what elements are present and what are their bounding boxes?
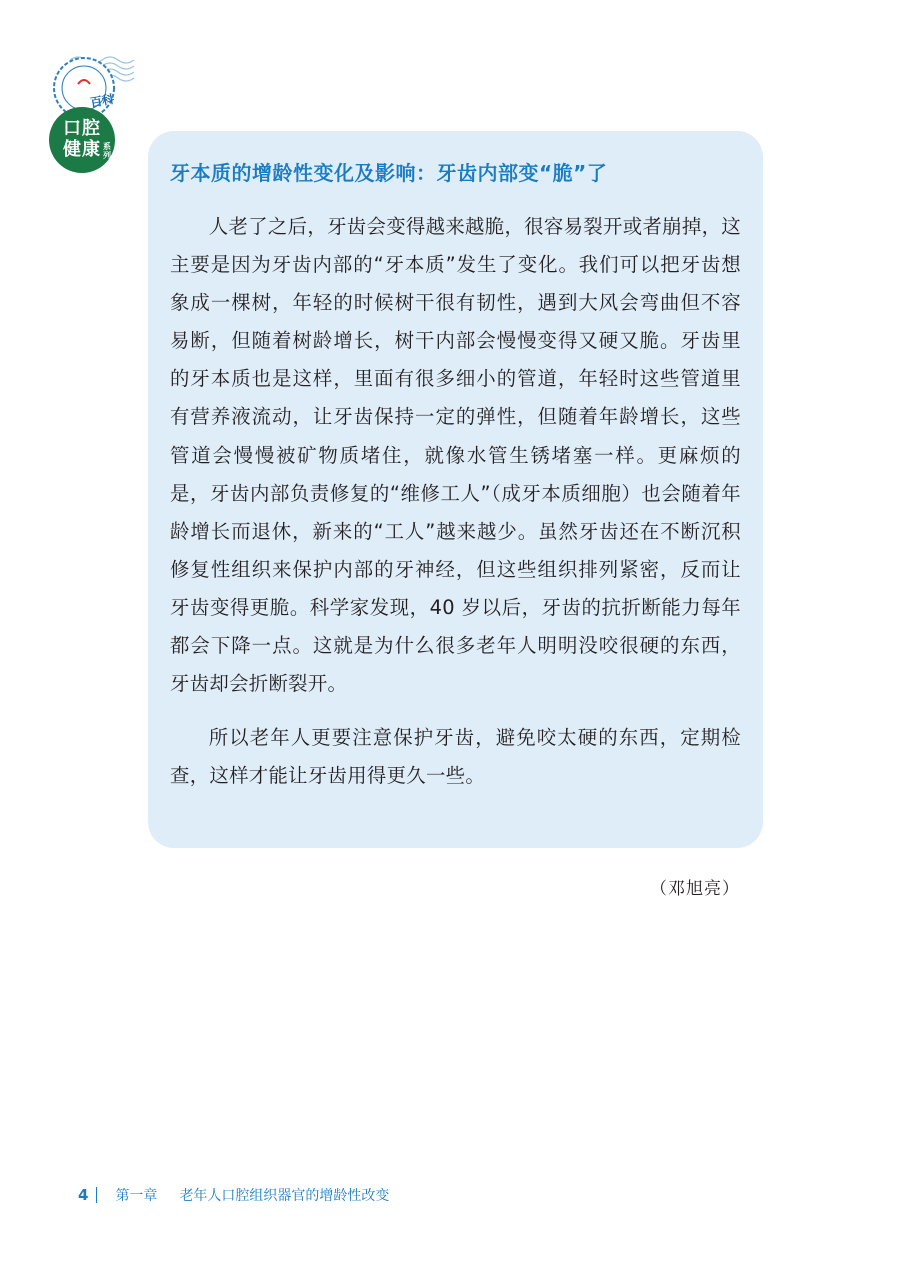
footer-divider xyxy=(96,1187,97,1203)
chapter-label: 第一章 xyxy=(115,1188,158,1204)
chapter-title: 老年人口腔组织器官的增龄性改变 xyxy=(179,1188,390,1204)
postmark-stamp-icon xyxy=(40,40,150,190)
sidebar-box xyxy=(148,131,763,848)
stamp-text: 百科 xyxy=(89,92,116,110)
series-name: 口腔健康 xyxy=(63,118,101,160)
series-logo xyxy=(40,40,150,190)
page-footer xyxy=(78,1185,389,1205)
page-number: 4 xyxy=(78,1186,89,1204)
sidebar-paragraph: 人老了之后，牙齿会变得越来越脆，很容易裂开或者崩掉，这主要是因为牙齿内部的“牙本质”发生了变化。我们可以把牙齿想象成一棵树，年轻的时候树干很有韧性，遇到大风会弯曲但不容易断，但随着树龄增长，树干内部会慢慢变得又硬又脆。牙齿里的牙本质也是这样，里面有很多细小的管道，年轻时这些管道里有营养液流动，让牙齿保持一定的弹性，但随着年龄增长，这些管道会慢慢被矿物质堵住，就像水管生锈堵塞一样。更麻烦的是，牙齿内部负责修复的“维修工人”（成牙本质细胞）也会随着年龄增长而退休，新来的“工人”越来越少。虽然牙齿还在不断沉积修复性组织来保护内部的牙神经，但这些组织排列紧密，反而让牙齿变得更脆。科学家发现，40 岁以后，牙齿的抗折断能力每年都会下降一点。这就是为什么很多老年人明明没咬很硬的东西，牙齿却会折断裂开。 xyxy=(170,215,741,696)
series-label xyxy=(63,118,145,160)
author-credit: （邓旭亮） xyxy=(650,879,740,899)
sidebar-paragraph: 所以老年人更要注意保护牙齿，避免咬太硬的东西，定期检查，这样才能让牙齿用得更久一些。 xyxy=(170,726,741,788)
sidebar-title: 牙本质的增龄性变化及影响：牙齿内部变“脆”了 xyxy=(170,161,608,185)
series-suffix: 系列 xyxy=(103,142,111,160)
